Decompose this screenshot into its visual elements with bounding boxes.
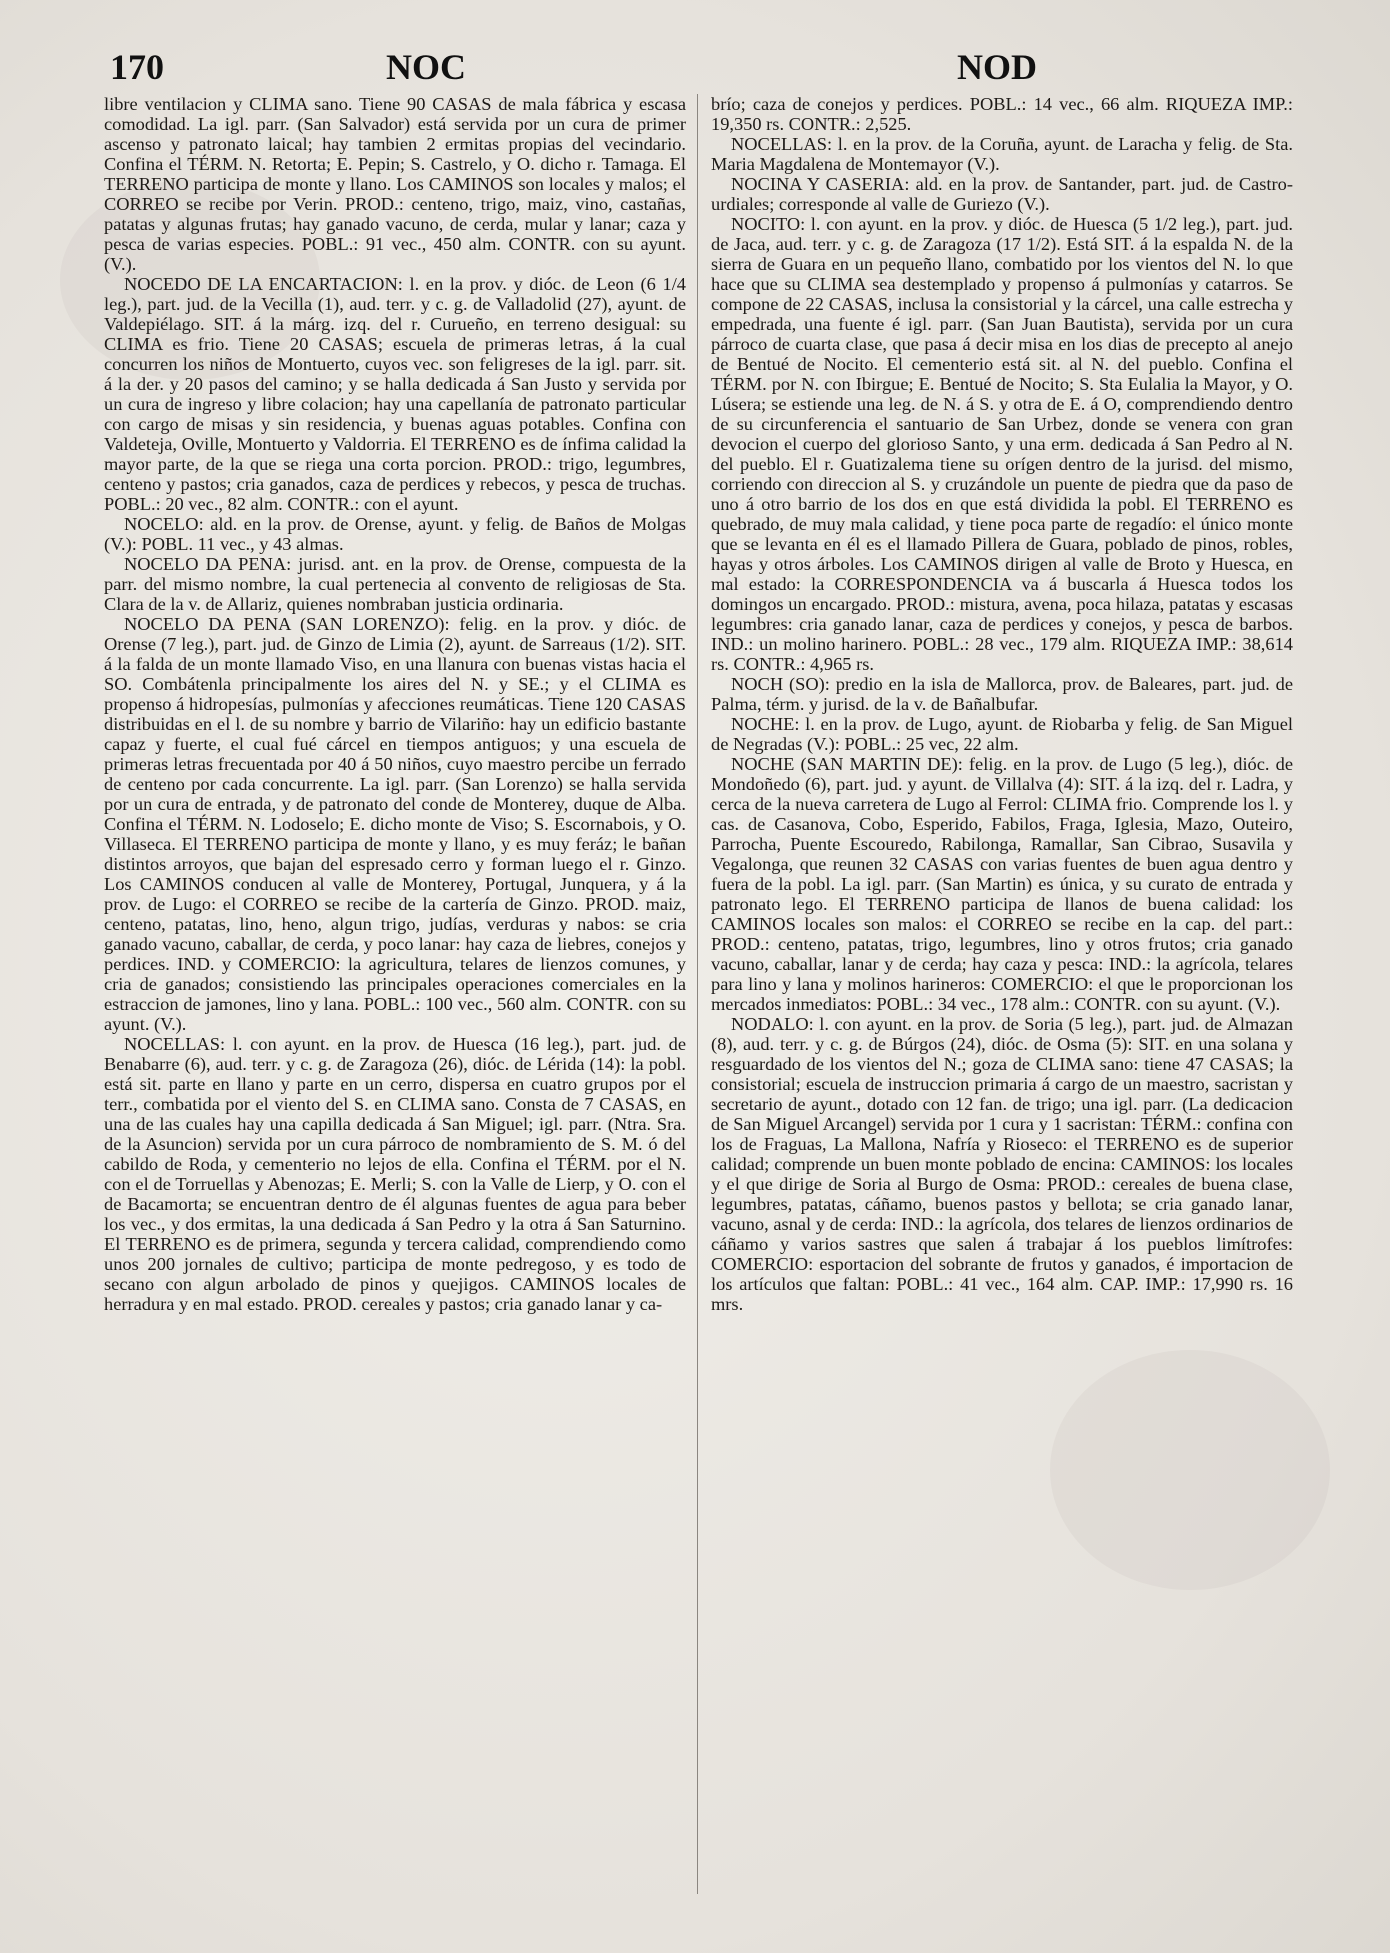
left-guide-word: NOC: [386, 47, 466, 87]
entry-paragraph: NOCINA Y CASERIA: ald. en la prov. de Santander, part. jud. de Castro-urdiales; corresponde al valle de Guriezo (V.).: [711, 174, 1293, 214]
paper-stain: [1050, 1350, 1330, 1590]
entry-paragraph: brío; caza de conejos y perdices. POBL.: 14 vec., 66 alm. RIQUEZA IMP.: 19,350 rs. CONTR.: 2,525.: [711, 94, 1293, 134]
entry-paragraph: NODALO: l. con ayunt. en la prov. de Soria (5 leg.), part. jud. de Almazan (8), aud. terr. y c. g. de Búrgos (24), dióc. de Osma (5): SIT. en una solana y resguardado de los vientos del N.; goza de CLIMA sano: tiene 47 CASAS; la consistorial; escuela de instruccion primaria á cargo de un maestro, sacristan y secretario de ayunt., dotado con 12 fan. de trigo; una igl. parr. (La dedicacion de San Miguel Arcangel) servida por 1 cura y 1 sacristan: TÉRM.: confina con los de Fraguas, La Mallona, Nafría y Rioseco: el TERRENO es de superior calidad; comprende un buen monte poblado de encina: CAMINOS: los locales y el que dirige de Soria al Burgo de Osma: PROD.: cereales de buena clase, legumbres, patatas, cáñamo, buenos pastos y bellota; se cria ganado lanar, vacuno, asnal y de cerda: IND.: la agrícola, dos telares de lienzos ordinarios de cáñamo y varios sastres que salen á trabajar á los pueblos limítrofes: COMERCIO: esportacion del sobrante de frutos y ganados, é importacion de los artículos que faltan: POBL.: 41 vec., 164 alm. CAP. IMP.: 17,990 rs. 16 mrs.: [711, 1014, 1293, 1314]
entry-paragraph: NOCHE: l. en la prov. de Lugo, ayunt. de Riobarba y felig. de San Miguel de Negradas (V.): POBL.: 25 vec, 22 alm.: [711, 714, 1293, 754]
entry-paragraph: NOCITO: l. con ayunt. en la prov. y dióc. de Huesca (5 1/2 leg.), part. jud. de Jaca, aud. terr. y c. g. de Zaragoza (17 1/2). Está SIT. á la espalda N. de la sierra de Guara en un pequeño llano, combatido por los vientos del N. lo que hace que su CLIMA sea destemplado y propenso á pulmonías y catarros. Se compone de 22 CASAS, inclusa la consistorial y la cárcel, una calle estrecha y empedrada, una fuente é igl. parr. (San Juan Bautista), servida por un cura párroco de cuarta clase, que pasa á decir misa en los dias de precepto al anejo de Bentué de Nocito. El cementerio está sit. al N. del pueblo. Confina el TÉRM. por N. con Ibirgue; E. Bentué de Nocito; S. Sta Eulalia la Mayor, y O. Lúsera; se estiende una leg. de N. á S. y otra de E. á O, comprendiendo dentro de su circunferencia el santuario de San Urbez, donde se venera con gran devocion el cuerpo del glorioso Santo, y una erm. dedicada á San Pedro al N. del pueblo. El r. Guatizalema tiene su orígen dentro de la jurisd. del mismo, corriendo con direccion al S. y cruzándole un puente de piedra que da paso de uno á otro barrio de los dos en que está dividida la pobl. El TERRENO es quebrado, de muy mala calidad, y tiene poca parte de regadío: el único monte que se levanta en él es el llamado Pillera de Guara, poblado de pinos, robles, hayas y otros árboles. Los CAMINOS dirigen al valle de Broto y Huesca, en mal estado: la CORRESPONDENCIA va á buscarla á Huesca todos los domingos un encargado. PROD.: mistura, avena, poca hilaza, patatas y escasas legumbres: cria ganado lanar, caza de perdices y conejos, y pesca de barbos. IND.: un molino harinero. POBL.: 28 vec., 179 alm. RIQUEZA IMP.: 38,614 rs. CONTR.: 4,965 rs.: [711, 214, 1293, 674]
entry-paragraph: NOCELO DA PENA (SAN LORENZO): felig. en la prov. y dióc. de Orense (7 leg.), part. jud. de Ginzo de Limia (2), ayunt. de Sarreaus (1/2). SIT. á la falda de un monte llamado Viso, en una llanura con buenas vistas hacia el SO. Combátenla principalmente los aires del N. y SE.; y el CLIMA es propenso á hidropesías, pulmonías y afecciones reumáticas. Tiene 120 CASAS distribuidas en el l. de su nombre y barrio de Vilariño: hay un edificio bastante capaz y fuerte, el cual fué cárcel en tiempos antiguos; y una escuela de primeras letras frecuentada por 40 á 50 niños, cuyo maestro percibe un ferrado de centeno por cada concurrente. La igl. parr. (San Lorenzo) se halla servida por un cura de entrada, y de patronato del conde de Monterey, duque de Alba. Confina el TÉRM. N. Lodoselo; E. dicho monte de Viso; S. Escornabois, y O. Villaseca. El TERRENO participa de monte y llano, y es muy feráz; le bañan distintos arroyos, que bajan del espresado cerro y forman luego el r. Ginzo. Los CAMINOS conducen al valle de Monterey, Portugal, Junquera, y á la prov. de Lugo: el CORREO se recibe de la cartería de Ginzo. PROD. maiz, centeno, patatas, lino, heno, algun trigo, judías, verduras y nabos: se cria ganado vacuno, caballar, de cerda, y poco lanar: hay caza de liebres, conejos y perdices. IND. y COMERCIO: la agricultura, telares de lienzos comunes, y cria de ganados; consistiendo las principales operaciones comerciales en la estraccion de jamones, lino y lana. POBL.: 100 vec., 560 alm. CONTR. con su ayunt. (V.).: [104, 614, 686, 1034]
entry-paragraph: NOCELLAS: l. con ayunt. en la prov. de Huesca (16 leg.), part. jud. de Benabarre (6), aud. terr. y c. g. de Zaragoza (26), dióc. de Lérida (14): la pobl. está sit. parte en llano y parte en un cerro, dispersa en cuatro grupos por el terr., combatida por el viento del S. en CLIMA sano. Consta de 7 CASAS, en una de las cuales hay una capilla dedicada á San Miguel; igl. parr. (Ntra. Sra. de la Asuncion) servida por un cura párroco de nombramiento de S. M. ó del cabildo de Roda, y cementerio no lejos de ella. Confina el TÉRM. por el N. con el de Torruellas y Abenozas; E. Merli; S. con la Valle de Lierp, y O. con el de Bacamorta; se encuentran dentro de él algunas fuentes de agua para beber los vec., y dos ermitas, la una dedicada á San Pedro y la otra á San Saturnino. El TERRENO es de primera, segunda y tercera calidad, comprendiendo como unos 200 jornales de cultivo; participa de monte pedregoso, y es todo de secano con algun arbolado de pinos y quejigos. CAMINOS locales de herradura y en mal estado. PROD. cereales y pastos; cria ganado lanar y ca-: [104, 1034, 686, 1314]
entry-paragraph: NOCELO: ald. en la prov. de Orense, ayunt. y felig. de Baños de Molgas (V.): POBL. 11 vec., y 43 almas.: [104, 514, 686, 554]
page-number: 170: [110, 47, 164, 87]
right-column: [711, 94, 1293, 1314]
entry-paragraph: NOCELO DA PENA: jurisd. ant. en la prov. de Orense, compuesta de la parr. del mismo nombre, la cual pertenecia al convento de religiosas de Sta. Clara de la v. de Allariz, quienes nombraban justicia ordinaria.: [104, 554, 686, 614]
entry-paragraph: NOCHE (SAN MARTIN DE): felig. en la prov. de Lugo (5 leg.), dióc. de Mondoñedo (6), part. jud. y ayunt. de Villalva (4): SIT. á la izq. del r. Ladra, y cerca de la nueva carretera de Lugo al Ferrol: CLIMA frio. Comprende los l. y cas. de Casanova, Cobo, Esperido, Fabilos, Fraga, Iglesia, Mazo, Outeiro, Parrocha, Puente Escouredo, Rabilonga, Ramallar, San Cibrao, Susavila y Vegalonga, que reunen 32 CASAS con varias fuentes de buen agua dentro y fuera de la pobl. La igl. parr. (San Martin) es única, y su curato de entrada y patronato lego. El TERRENO participa de llanos de buena calidad: los CAMINOS locales son malos: el CORREO se recibe en la cap. del part.: PROD.: centeno, patatas, trigo, legumbres, lino y otros frutos; cria ganado vacuno, caballar, lanar y de cerda; hay caza y pesca: IND.: la agrícola, telares para lino y lana y molinos harineros: COMERCIO: el que le proporcionan los mercados inmediatos: POBL.: 34 vec., 178 alm.: CONTR. con su ayunt. (V.).: [711, 754, 1293, 1014]
entry-paragraph: NOCELLAS: l. en la prov. de la Coruña, ayunt. de Laracha y felig. de Sta. Maria Magdalena de Montemayor (V.).: [711, 134, 1293, 174]
entry-paragraph: NOCH (SO): predio en la isla de Mallorca, prov. de Baleares, part. jud. de Palma, térm. y jurisd. de la v. de Bañalbufar.: [711, 674, 1293, 714]
entry-paragraph: NOCEDO DE LA ENCARTACION: l. en la prov. y dióc. de Leon (6 1/4 leg.), part. jud. de la Vecilla (1), aud. terr. y c. g. de Valladolid (27), ayunt. de Valdepiélago. SIT. á la márg. izq. del r. Curueño, en terreno desigual: su CLIMA es frio. Tiene 20 CASAS; escuela de primeras letras, á la cual concurren los niños de Montuerto, cuyos vec. son feligreses de la igl. parr. sit. á la der. y 20 pasos del camino; y se halla dedicada á San Justo y servida por un cura de ingreso y libre colacion; hay una capellanía de patronato particular con cargo de misas y sin residencia, y buenas aguas potables. Confina con Valdeteja, Oville, Montuerto y Valdorria. El TERRENO es de ínfima calidad la mayor parte, de la que se riega una corta porcion. PROD.: trigo, legumbres, centeno y pastos; cria ganados, caza de perdices y rebecos, y pesca de truchas. POBL.: 20 vec., 82 alm. CONTR.: con el ayunt.: [104, 274, 686, 514]
left-column: [104, 94, 686, 1314]
column-divider: [697, 94, 698, 1894]
entry-paragraph: libre ventilacion y CLIMA sano. Tiene 90 CASAS de mala fábrica y escasa comodidad. La igl. parr. (San Salvador) está servida por un cura de primer ascenso y patronato laical; hay tambien 2 ermitas propias del vecindario. Confina el TÉRM. N. Retorta; E. Pepin; S. Castrelo, y O. dicho r. Tamaga. El TERRENO participa de monte y llano. Los CAMINOS son locales y malos; el CORREO se recibe por Verin. PROD.: centeno, trigo, maiz, vino, castañas, patatas y algunas frutas; hay ganado vacuno, de cerda, mular y lanar; caza y pesca de varias especies. POBL.: 91 vec., 450 alm. CONTR. con su ayunt. (V.).: [104, 94, 686, 274]
right-guide-word: NOD: [957, 47, 1037, 87]
